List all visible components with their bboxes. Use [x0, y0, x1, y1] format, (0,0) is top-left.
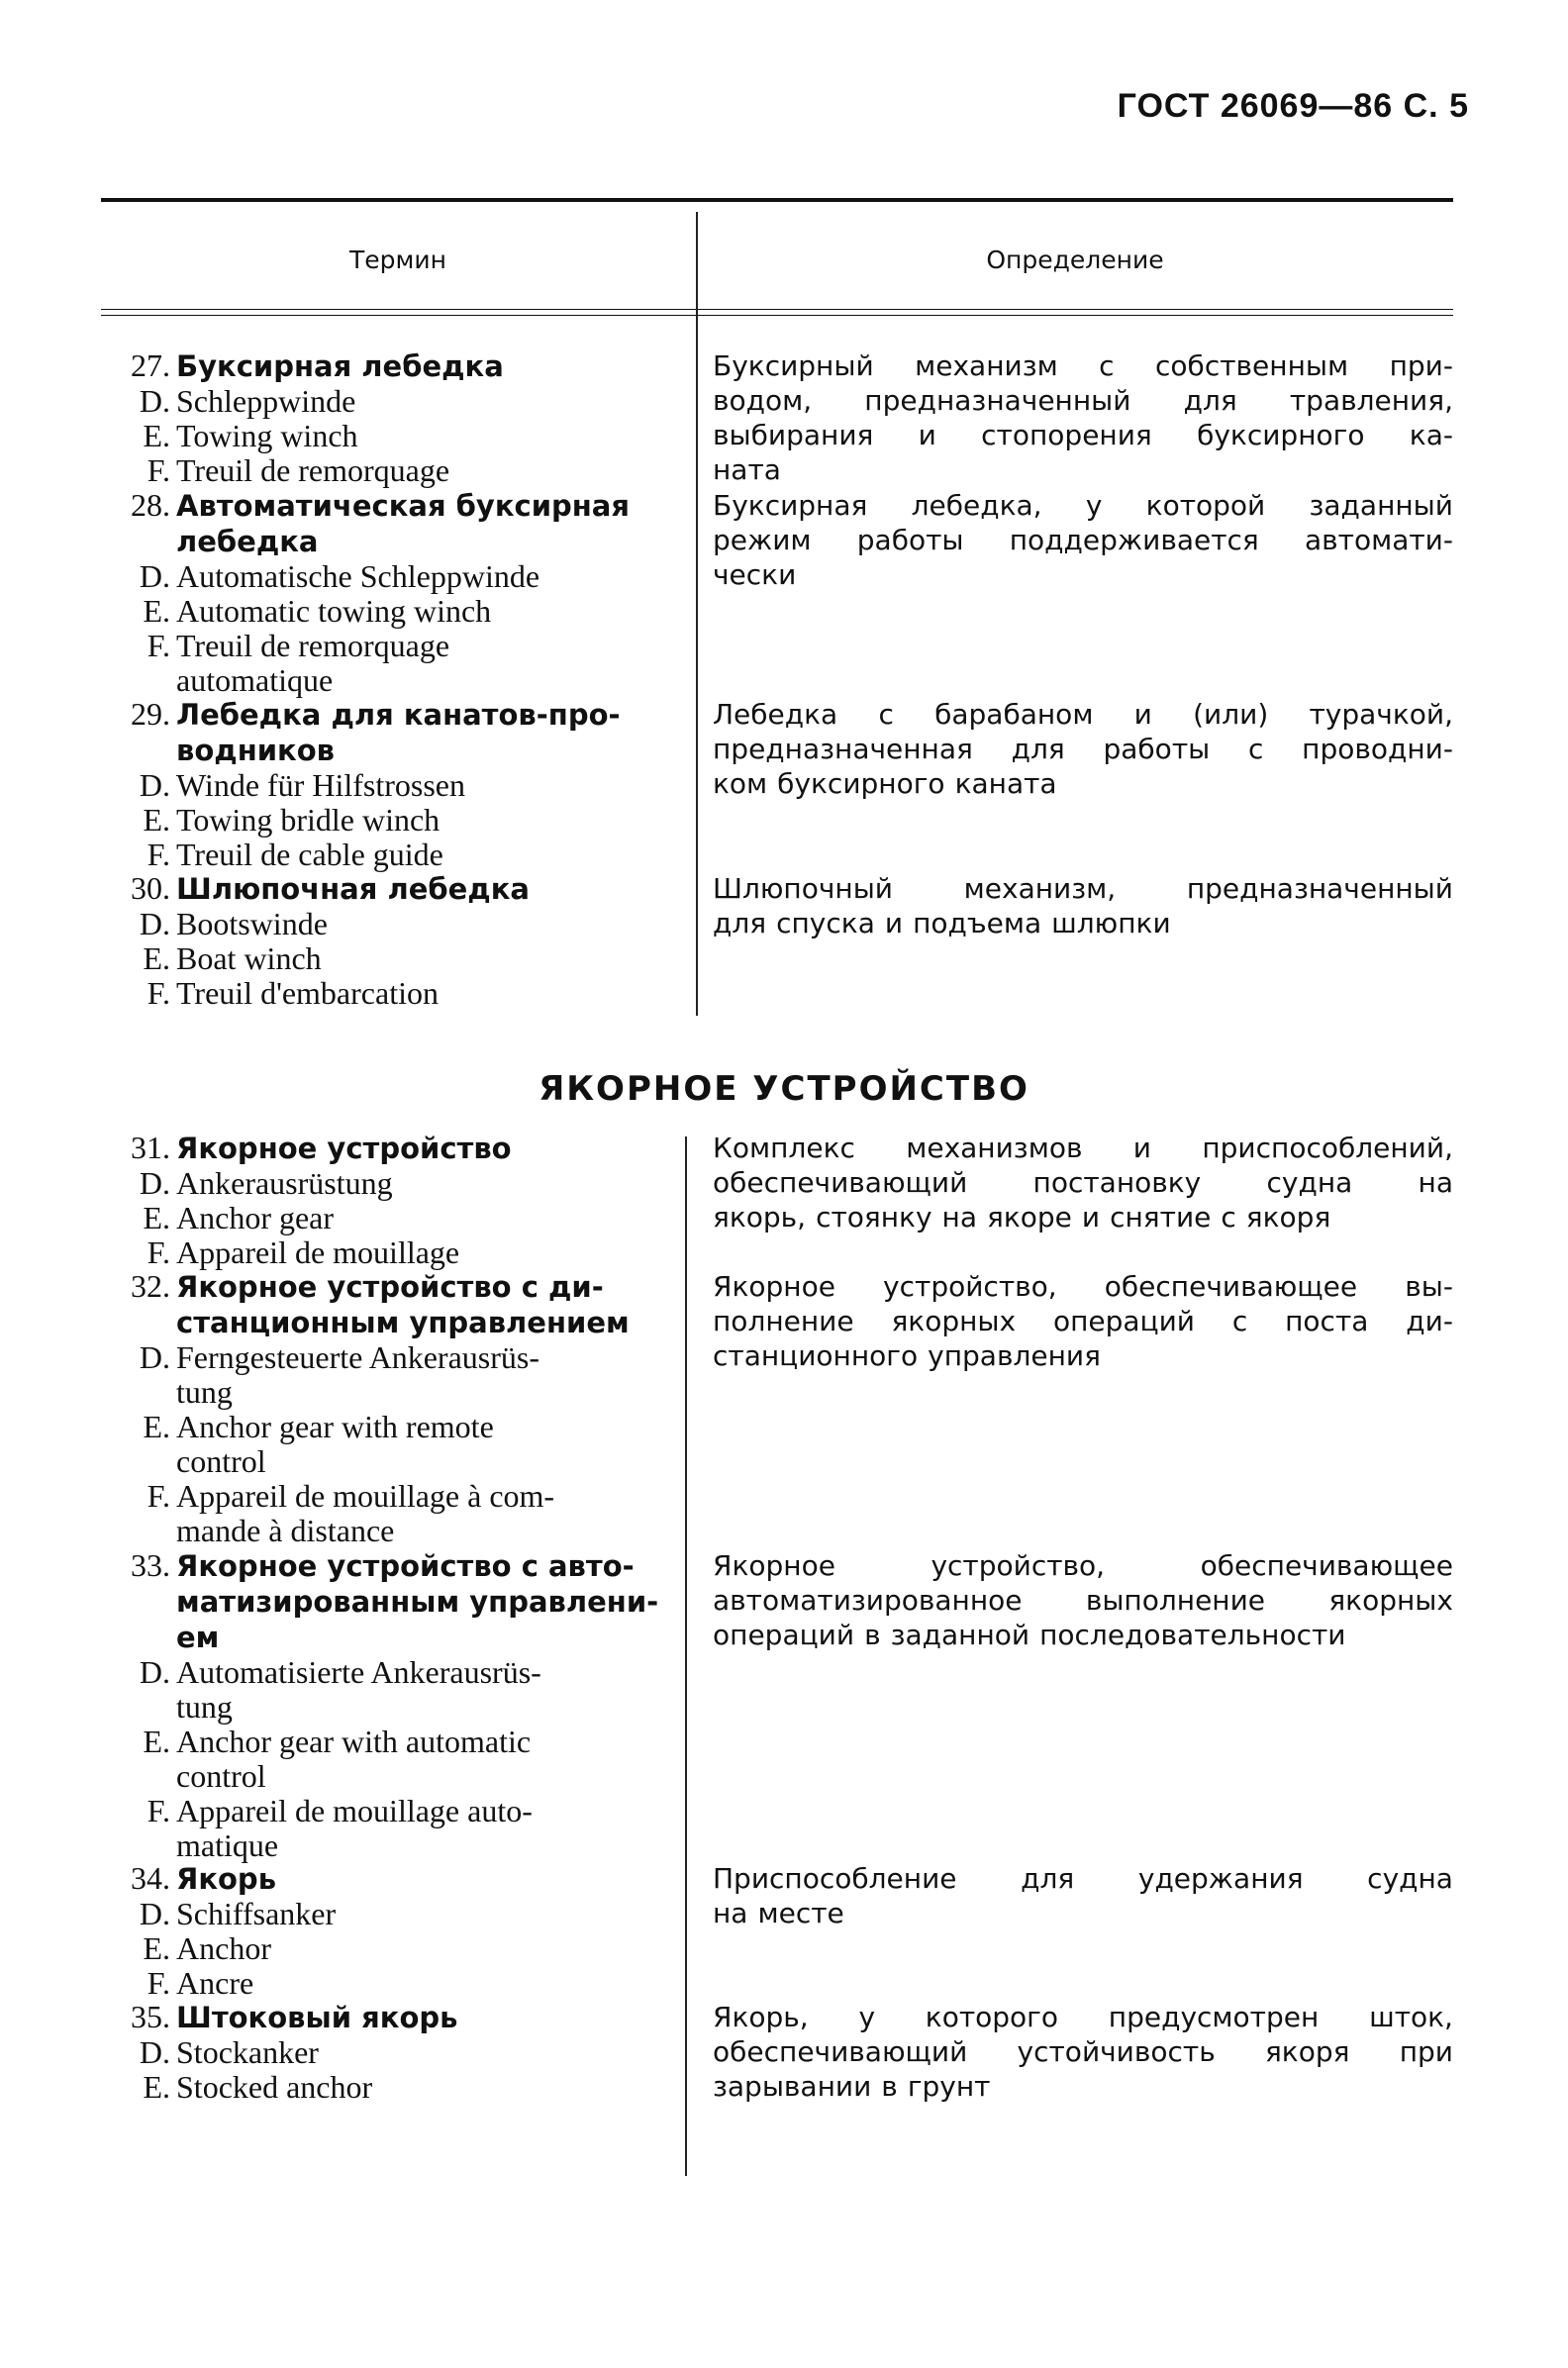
- definition-entry: [713, 2000, 1453, 2104]
- language-code: E.: [143, 2069, 170, 2105]
- definition-word: Буксирная: [713, 489, 868, 522]
- definition-word: заданной: [890, 1619, 1030, 1651]
- column-divider-upper: [696, 212, 698, 1016]
- definition-line: [713, 2034, 1453, 2069]
- definition-word: якоря: [1264, 2035, 1350, 2068]
- definition-line: [713, 1338, 1453, 1373]
- definition-word: предназначенный: [864, 384, 1131, 417]
- definition-entry: [713, 1548, 1453, 1652]
- definition-word: устойчивость: [1017, 2035, 1216, 2068]
- definition-word: Буксирный: [713, 349, 874, 382]
- term-title: Якорное устройство с авто-: [176, 1549, 635, 1583]
- definition-word: полнение: [713, 1305, 854, 1337]
- language-code: F.: [147, 628, 170, 663]
- translation-text: Towing bridle winch: [176, 802, 441, 838]
- translation-text: Treuil de cable guide: [176, 837, 443, 872]
- definition-word: буксирного: [777, 767, 945, 800]
- term-entry: [111, 1131, 673, 1270]
- translation-line: [111, 1655, 673, 1690]
- term-entry: [111, 871, 673, 1011]
- definition-entry: [713, 1269, 1453, 1373]
- language-code: D.: [139, 1339, 170, 1375]
- definition-word: которого: [925, 2001, 1059, 2033]
- definition-word: с: [1231, 1305, 1248, 1337]
- definition-word: ком: [713, 767, 768, 800]
- translation-line: [111, 1828, 673, 1863]
- column-divider-lower: [685, 1136, 687, 2176]
- definition-word: якорных: [1328, 1584, 1453, 1617]
- definition-word: месте: [757, 1897, 844, 1929]
- term-title: ем: [176, 1621, 220, 1654]
- definition-entry: [713, 348, 1453, 487]
- definition-line: [713, 1165, 1453, 1200]
- definition-line: [713, 697, 1453, 732]
- definition-word: стоянку: [816, 1201, 932, 1233]
- definition-word: на: [713, 1897, 748, 1929]
- definition-line: [713, 383, 1453, 418]
- definition-word: обеспечивающее: [1200, 1549, 1453, 1582]
- definition-entry: [713, 1131, 1453, 1234]
- translation-line: [111, 1235, 673, 1270]
- term-title: Шлюпочная лебедка: [176, 872, 530, 906]
- translation-line: [111, 453, 673, 488]
- definition-word: Якорное: [713, 1270, 835, 1303]
- translation-text: Towing winch: [176, 418, 358, 453]
- definition-word: вы-: [1405, 1270, 1453, 1303]
- term-entry: [111, 488, 673, 698]
- translation-line: [111, 1897, 673, 1931]
- definition-word: Якорное: [713, 1549, 835, 1582]
- term-first-line: [111, 697, 673, 733]
- column-header-definition: Определение: [986, 246, 1164, 274]
- definition-word: ди-: [1406, 1305, 1453, 1337]
- definition-word: на: [1418, 1166, 1453, 1199]
- definition-word: Якорь,: [713, 2001, 809, 2033]
- translation-line: [111, 1514, 673, 1548]
- language-code: D.: [139, 906, 170, 941]
- definition-line: [713, 1269, 1453, 1304]
- term-line: [111, 1584, 673, 1620]
- translation-text: Stocked anchor: [176, 2069, 373, 2105]
- translation-line: [111, 1690, 673, 1725]
- term-entry: [111, 697, 673, 872]
- language-code: F.: [147, 1234, 170, 1270]
- translation-line: [111, 1201, 673, 1235]
- definition-word: у: [858, 2001, 876, 2033]
- translation-line: [111, 1479, 673, 1514]
- definition-word: автоматизированное: [713, 1584, 1023, 1617]
- definition-word: шлюпки: [1051, 907, 1171, 939]
- translation-text: Stockanker: [176, 2034, 319, 2070]
- term-entry: [111, 1861, 673, 2001]
- definition-line: [713, 1548, 1453, 1583]
- definition-word: обеспечивающий: [713, 1166, 968, 1199]
- definition-word: с: [1099, 349, 1115, 382]
- term-line: [111, 1305, 673, 1340]
- definition-word: и: [1081, 1201, 1101, 1233]
- table-header-rule-2: [101, 315, 1453, 316]
- definition-word: судна: [1266, 1166, 1353, 1199]
- term-title: Якорь: [176, 1862, 277, 1896]
- definition-word: устройство,: [883, 1270, 1057, 1303]
- term-first-line: [111, 1269, 673, 1305]
- definition-word: при: [1399, 2035, 1453, 2068]
- term-number: 27.: [131, 347, 170, 383]
- language-code: D.: [139, 2034, 170, 2070]
- term-title: станционным управлением: [176, 1306, 630, 1339]
- translation-text: matique: [176, 1827, 279, 1863]
- translation-text: Treuil d'embarcation: [176, 975, 439, 1011]
- translation-text: Winde für Hilfstrossen: [176, 767, 465, 803]
- term-title: водников: [176, 734, 336, 767]
- translation-text: control: [176, 1443, 266, 1479]
- definition-word: с: [1221, 1201, 1236, 1233]
- term-title: Штоковый якорь: [176, 2001, 458, 2034]
- definition-word: устройство,: [931, 1549, 1106, 1582]
- definition-line: [713, 2069, 1453, 2104]
- definition-word: судна: [1367, 1862, 1453, 1895]
- definition-entry: [713, 697, 1453, 801]
- translation-line: [111, 2070, 673, 2105]
- translation-text: Automatisierte Ankerausrüs-: [176, 1654, 541, 1690]
- term-entry: [111, 2000, 673, 2105]
- definition-entry: [713, 1861, 1453, 1930]
- term-number: 35.: [131, 1999, 170, 2034]
- definition-line: [713, 1304, 1453, 1338]
- translation-line: [111, 1931, 673, 1966]
- definition-line: [713, 1896, 1453, 1930]
- definition-word: выбирания: [713, 419, 874, 451]
- translation-text: Bootswinde: [176, 906, 328, 941]
- language-code: D.: [139, 1165, 170, 1201]
- definition-word: собственным: [1155, 349, 1349, 382]
- definition-word: для: [1011, 733, 1065, 765]
- definition-word: операций: [713, 1619, 855, 1651]
- definition-word: механизм: [915, 349, 1058, 382]
- translation-text: Automatische Schleppwinde: [176, 558, 540, 594]
- translation-line: [111, 907, 673, 941]
- language-code: D.: [139, 1654, 170, 1690]
- translation-line: [111, 2035, 673, 2070]
- definition-word: поддерживается: [1009, 524, 1259, 556]
- definition-word: механизмов: [906, 1132, 1083, 1164]
- definition-line: [713, 1131, 1453, 1165]
- definition-line: [713, 1583, 1453, 1618]
- term-title: Буксирная лебедка: [176, 349, 504, 383]
- language-code: D.: [139, 383, 170, 419]
- term-number: 30.: [131, 870, 170, 906]
- definition-word: обеспечивающее: [1104, 1270, 1358, 1303]
- translation-line: [111, 803, 673, 838]
- translation-line: [111, 768, 673, 803]
- translation-line: [111, 594, 673, 629]
- language-code: F.: [147, 975, 170, 1011]
- definition-word: якоря: [1245, 1201, 1331, 1233]
- definition-word: механизм,: [963, 872, 1117, 905]
- definition-word: (или): [1193, 698, 1269, 731]
- translation-text: Anchor gear: [176, 1200, 335, 1235]
- translation-line: [111, 559, 673, 594]
- translation-text: Schiffsanker: [176, 1896, 337, 1931]
- term-line: [111, 733, 673, 768]
- definition-line: [713, 1200, 1453, 1234]
- definition-word: работы: [1103, 733, 1211, 765]
- translation-line: [111, 1375, 673, 1410]
- definition-line: [713, 732, 1453, 766]
- definition-word: Приспособление: [713, 1862, 957, 1895]
- definition-word: станционного: [713, 1339, 919, 1372]
- definition-word: и: [1133, 698, 1152, 731]
- translation-text: Appareil de mouillage à com-: [176, 1478, 555, 1514]
- definition-word: стопорения: [981, 419, 1152, 451]
- term-entry: [111, 1548, 673, 1863]
- definition-word: предназначенный: [1186, 872, 1453, 905]
- definition-word: якорь,: [713, 1201, 807, 1233]
- definition-word: которой: [1145, 489, 1266, 522]
- translation-text: tung: [176, 1374, 233, 1410]
- definition-word: зарывании: [713, 2070, 872, 2103]
- translation-text: tung: [176, 1689, 233, 1725]
- definition-word: поста: [1285, 1305, 1369, 1337]
- language-code: F.: [147, 1965, 170, 2001]
- definition-entry: [713, 488, 1453, 592]
- definition-word: на: [941, 1201, 977, 1233]
- definition-word: каната: [954, 767, 1057, 800]
- definition-word: чески: [713, 558, 797, 591]
- translation-line: [111, 663, 673, 698]
- language-code: F.: [147, 452, 170, 488]
- term-line: [111, 524, 673, 559]
- translation-text: Ancre: [176, 1965, 254, 2001]
- translation-text: Ferngesteuerte Ankerausrüs-: [176, 1339, 539, 1375]
- term-first-line: [111, 348, 673, 384]
- translation-line: [111, 976, 673, 1011]
- definition-line: [713, 1861, 1453, 1896]
- definition-word: ка-: [1409, 419, 1453, 451]
- term-title: Автоматическая буксирная: [176, 489, 630, 523]
- translation-line: [111, 1340, 673, 1375]
- definition-line: [713, 348, 1453, 383]
- translation-line: [111, 419, 673, 453]
- definition-word: режим: [713, 524, 812, 556]
- translation-text: Appareil de mouillage auto-: [176, 1793, 533, 1828]
- language-code: E.: [143, 1930, 170, 1966]
- page-header: ГОСТ 26069—86 С. 5: [1117, 87, 1469, 125]
- language-code: F.: [147, 1793, 170, 1828]
- definition-line: [713, 418, 1453, 452]
- definition-word: предусмотрен: [1108, 2001, 1320, 2033]
- term-line: [111, 1620, 673, 1655]
- definition-line: [713, 1618, 1453, 1652]
- definition-word: управления: [928, 1339, 1101, 1372]
- definition-word: и: [1132, 1132, 1151, 1164]
- translation-text: Treuil de remorquage: [176, 452, 450, 488]
- term-first-line: [111, 871, 673, 907]
- definition-word: для: [713, 907, 767, 939]
- translation-line: [111, 838, 673, 872]
- term-number: 31.: [131, 1130, 170, 1165]
- term-title: лебедка: [176, 525, 319, 558]
- definition-word: для: [1021, 1862, 1075, 1895]
- definition-line: [713, 766, 1453, 801]
- translation-text: automatique: [176, 662, 334, 698]
- definition-word: якорных: [891, 1305, 1017, 1337]
- definition-word: подъема: [913, 907, 1042, 939]
- definition-word: обеспечивающий: [713, 2035, 968, 2068]
- definition-word: постановку: [1032, 1166, 1202, 1199]
- definition-word: травления,: [1289, 384, 1453, 417]
- definition-word: выполнение: [1085, 1584, 1266, 1617]
- translation-line: [111, 1966, 673, 2001]
- language-code: E.: [143, 593, 170, 629]
- language-code: D.: [139, 767, 170, 803]
- definition-word: удержания: [1137, 1862, 1304, 1895]
- language-code: F.: [147, 1478, 170, 1514]
- translation-text: mande à distance: [176, 1513, 395, 1548]
- translation-line: [111, 384, 673, 419]
- term-first-line: [111, 488, 673, 524]
- definition-word: лебедка,: [911, 489, 1042, 522]
- definition-word: у: [1085, 489, 1103, 522]
- term-first-line: [111, 2000, 673, 2035]
- language-code: E.: [143, 418, 170, 453]
- definition-word: якоре: [987, 1201, 1072, 1233]
- definition-word: и: [918, 419, 936, 451]
- language-code: E.: [143, 802, 170, 838]
- definition-word: Лебедка: [713, 698, 838, 731]
- language-code: D.: [139, 1896, 170, 1931]
- table-top-rule: [101, 198, 1453, 202]
- definition-word: заданный: [1309, 489, 1453, 522]
- definition-entry: [713, 871, 1453, 940]
- definition-word: приспособлений,: [1202, 1132, 1453, 1164]
- definition-word: спуска: [776, 907, 875, 939]
- language-code: D.: [139, 558, 170, 594]
- term-first-line: [111, 1861, 673, 1897]
- translation-text: Anchor gear with remote: [176, 1409, 494, 1444]
- term-title: Якорное устройство с ди-: [176, 1270, 604, 1304]
- definition-word: в: [881, 2070, 898, 2103]
- definition-word: снятие: [1110, 1201, 1212, 1233]
- definition-line: [713, 488, 1453, 523]
- definition-word: работы: [856, 524, 964, 556]
- section-title: ЯКОРНОЕ УСТРОЙСТВО: [539, 1069, 1029, 1109]
- translation-text: Ankerausrüstung: [176, 1165, 393, 1201]
- definition-word: с: [1247, 733, 1264, 765]
- definition-word: и: [884, 907, 904, 939]
- translation-text: Treuil de remorquage: [176, 628, 450, 663]
- definition-word: барабаном: [934, 698, 1094, 731]
- definition-word: ната: [713, 453, 781, 486]
- definition-word: проводни-: [1302, 733, 1453, 765]
- definition-line: [713, 906, 1453, 940]
- definition-word: операций: [1052, 1305, 1196, 1337]
- definition-word: турачкой,: [1309, 698, 1453, 731]
- term-number: 32.: [131, 1268, 170, 1304]
- language-code: E.: [143, 940, 170, 976]
- definition-word: в: [864, 1619, 881, 1651]
- translation-line: [111, 1759, 673, 1794]
- language-code: E.: [143, 1200, 170, 1235]
- definition-word: водом,: [713, 384, 813, 417]
- translation-line: [111, 1444, 673, 1479]
- translation-text: Automatic towing winch: [176, 593, 492, 629]
- term-title: Якорное устройство: [176, 1132, 512, 1165]
- translation-line: [111, 1725, 673, 1759]
- definition-word: грунт: [907, 2070, 991, 2103]
- translation-text: Anchor gear with automatic: [176, 1724, 532, 1759]
- definition-word: предназначенная: [713, 733, 973, 765]
- definition-word: буксирного: [1197, 419, 1365, 451]
- definition-line: [713, 557, 1453, 592]
- definition-line: [713, 2000, 1453, 2034]
- table-header-rule-1: [101, 309, 1453, 310]
- column-header-term: Термин: [349, 246, 446, 274]
- translation-text: Boat winch: [176, 940, 322, 976]
- term-first-line: [111, 1131, 673, 1166]
- term-number: 29.: [131, 696, 170, 732]
- definition-word: последовательности: [1039, 1619, 1346, 1651]
- definition-word: шток,: [1369, 2001, 1453, 2033]
- term-number: 34.: [131, 1860, 170, 1896]
- definition-word: Шлюпочный: [713, 872, 893, 905]
- language-code: F.: [147, 837, 170, 872]
- definition-word: автомати-: [1304, 524, 1453, 556]
- translation-text: Schleppwinde: [176, 383, 356, 419]
- definition-word: при-: [1389, 349, 1453, 382]
- translation-line: [111, 941, 673, 976]
- term-number: 33.: [131, 1547, 170, 1583]
- translation-text: Anchor: [176, 1930, 271, 1966]
- language-code: E.: [143, 1724, 170, 1759]
- language-code: E.: [143, 1409, 170, 1444]
- definition-line: [713, 452, 1453, 487]
- term-title: матизированным управлени-: [176, 1585, 659, 1619]
- translation-line: [111, 1410, 673, 1444]
- term-title: Лебедка для канатов-про-: [176, 698, 621, 732]
- definition-word: для: [1183, 384, 1237, 417]
- translation-text: control: [176, 1758, 266, 1794]
- definition-line: [713, 871, 1453, 906]
- term-entry: [111, 1269, 673, 1548]
- translation-line: [111, 1166, 673, 1201]
- definition-line: [713, 523, 1453, 557]
- definition-word: Комплекс: [713, 1132, 855, 1164]
- term-first-line: [111, 1548, 673, 1584]
- translation-text: Appareil de mouillage: [176, 1234, 460, 1270]
- translation-line: [111, 1794, 673, 1828]
- translation-line: [111, 629, 673, 663]
- term-entry: [111, 348, 673, 488]
- definition-word: с: [878, 698, 894, 731]
- term-number: 28.: [131, 487, 170, 523]
